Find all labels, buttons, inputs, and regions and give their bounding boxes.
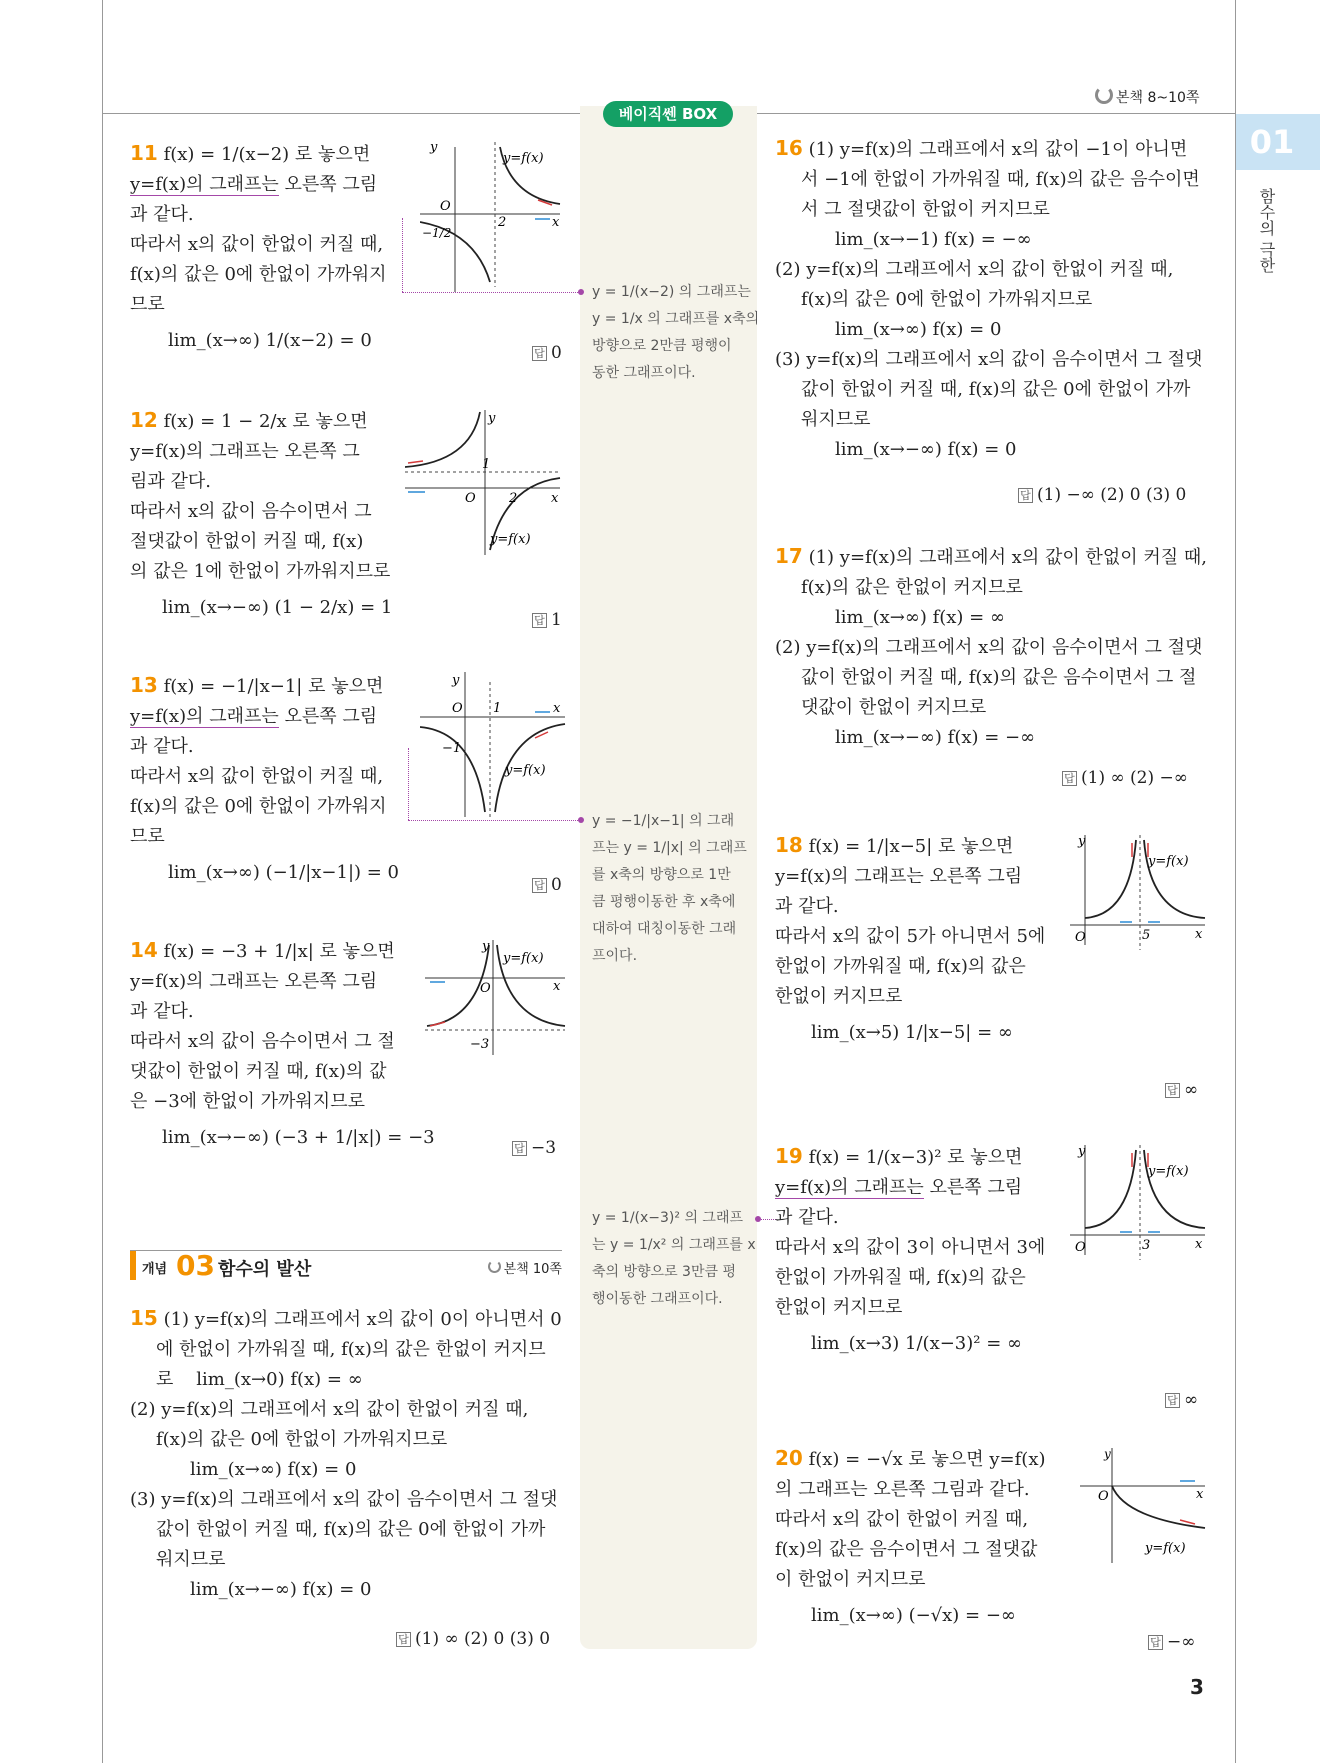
svg-text:1: 1 xyxy=(482,457,491,472)
link-dot-13 xyxy=(578,817,584,823)
answer-19: 답 ∞ xyxy=(1165,1390,1198,1410)
reference-icon xyxy=(1095,86,1113,104)
svg-text:O: O xyxy=(1075,930,1086,945)
svg-text:y: y xyxy=(1078,1145,1086,1159)
link-line-13 xyxy=(408,748,409,820)
svg-text:y=f(x): y=f(x) xyxy=(490,532,531,547)
problem-number: 20 xyxy=(775,1446,803,1470)
answer-20: 답 −∞ xyxy=(1148,1632,1195,1652)
answer-12: 답 1 xyxy=(532,610,562,630)
problem-number: 18 xyxy=(775,833,803,857)
right-margin-line xyxy=(1235,0,1236,1763)
svg-text:2: 2 xyxy=(509,491,518,506)
side-note-2: y = −1/|x−1| 의 그래 프는 y = 1/|x| 의 그래프 를 x축의 방향으로 1만 큼 평행이동한 후 x축에 대하여 대칭이동한 그래 프이다. xyxy=(592,813,747,964)
y-axis-label: y xyxy=(430,142,438,155)
left-margin-line xyxy=(102,0,103,1763)
graph-19 xyxy=(1070,1145,1210,1265)
svg-text:y=f(x): y=f(x) xyxy=(1148,1164,1189,1179)
problem-18: 18 f(x) = 1/|x−5| 로 놓으면 y=f(x)의 그래프는 오른쪽 그림 과 같다. 따라서 x의 값이 5가 아니면서 5에 한없이 가까워질 때, f(x)의 값은 한없이 커지므로 lim_(x→5) 1/|x−5| = ∞ xyxy=(775,833,1046,1043)
svg-text:x: x xyxy=(1196,1487,1204,1502)
svg-text:O: O xyxy=(1098,1489,1109,1504)
svg-text:−3: −3 xyxy=(470,1037,490,1052)
problem-14: 14 f(x) = −3 + 1/|x| 로 놓으면 y=f(x)의 그래프는 오른쪽 그림 과 같다. 따라서 x의 값이 음수이면서 그 절 댓값이 한없이 커질 때, f(x)의 값 은 −3에 한없이 가까워지므로 lim_(x→−∞) (−3 + 1/|x|) = −3 xyxy=(130,938,435,1148)
svg-text:O: O xyxy=(440,199,451,214)
side-note-3: y = 1/(x−3)² 의 그래프 는 y = 1/x² 의 그래프를 x 축의 방향으로 3만큼 평 행이동한 그래프이다. xyxy=(592,1210,756,1307)
problem-number: 17 xyxy=(775,544,803,568)
x-axis-label: x xyxy=(552,215,560,230)
graph-20 xyxy=(1080,1448,1210,1563)
svg-text:y=f(x): y=f(x) xyxy=(1145,1541,1186,1556)
chapter-tab xyxy=(1236,114,1320,170)
svg-text:5: 5 xyxy=(1142,928,1151,943)
problem-12: 12 f(x) = 1 − 2/x 로 놓으면 y=f(x)의 그래프는 오른쪽 그 림과 같다. 따라서 x의 값이 음수이면서 그 절댓값이 한없이 커질 때, f(x) 의 값은 1에 한없이 가까워지므로 lim_(x→−∞) (1 − 2/x) = 1 xyxy=(130,408,393,618)
curve-label: y=f(x) xyxy=(503,151,544,166)
problem-number: 16 xyxy=(775,136,803,160)
graph-12 xyxy=(405,410,565,555)
svg-text:O: O xyxy=(465,491,476,506)
side-note-1: y = 1/(x−2) 의 그래프는 y = 1/x 의 그래프를 x축의 방향으로 2만큼 평행이 동한 그래프이다. xyxy=(592,284,760,381)
svg-text:y=f(x): y=f(x) xyxy=(1148,854,1189,869)
concept-bar xyxy=(130,1250,136,1280)
svg-text:x: x xyxy=(1195,1237,1203,1252)
problem-number: 14 xyxy=(130,938,158,962)
graph-13 xyxy=(420,672,570,817)
svg-text:O: O xyxy=(452,701,463,716)
problem-number: 13 xyxy=(130,673,158,697)
answer-14: 답 −3 xyxy=(512,1138,556,1158)
svg-text:−1/2: −1/2 xyxy=(422,226,452,240)
box-badge: 베이직쎈 BOX xyxy=(603,101,733,127)
problem-number: 11 xyxy=(130,141,158,165)
svg-text:y: y xyxy=(1078,835,1086,849)
svg-text:1: 1 xyxy=(493,701,502,716)
svg-text:y=f(x): y=f(x) xyxy=(503,951,544,966)
graph-11 xyxy=(420,142,570,292)
header-reference: 본책 8~10쪽 xyxy=(1095,86,1199,107)
link-line-13h xyxy=(408,820,582,821)
svg-text:x: x xyxy=(553,701,561,716)
problem-number: 15 xyxy=(130,1306,158,1330)
problem-17: 17 (1) y=f(x)의 그래프에서 x의 값이 한없이 커질 때, f(x)의 값은 한없이 커지므로 lim_(x→∞) f(x) = ∞ (2) y=f(x)의 그래프에서 x의 값이 음수이면서 그 절댓 값이 한없이 커질 때, f(x)의 값은 음수이면서 그 절 댓값이 한없이 커지므로 lim_(x→−∞) f(x) = −∞ xyxy=(775,544,1207,748)
answer-18: 답 ∞ xyxy=(1165,1080,1198,1100)
svg-text:x: x xyxy=(1195,927,1203,942)
link-line-19h xyxy=(758,1219,776,1220)
problem-11: 11 f(x) = 1/(x−2) 로 놓으면 y=f(x)의 그래프는 오른쪽 그림 과 같다. 따라서 x의 값이 한없이 커질 때, f(x)의 값은 0에 한없이 가까워지 므로 lim_(x→∞) 1/(x−2) = 0 xyxy=(130,141,387,351)
svg-text:y=f(x): y=f(x) xyxy=(505,763,546,778)
svg-text:−1: −1 xyxy=(442,741,462,756)
svg-text:y: y xyxy=(452,673,460,688)
problem-20: 20 f(x) = −√x 로 놓으면 y=f(x) 의 그래프는 오른쪽 그림과 같다. 따라서 x의 값이 한없이 커질 때, f(x)의 값은 음수이면서 그 절댓값 이 한없이 커지므로 lim_(x→∞) (−√x) = −∞ xyxy=(775,1446,1046,1626)
svg-text:x: x xyxy=(553,979,561,994)
svg-text:y: y xyxy=(482,940,490,954)
svg-text:O: O xyxy=(1075,1240,1086,1255)
svg-text:3: 3 xyxy=(1142,1238,1151,1253)
problem-number: 19 xyxy=(775,1144,803,1168)
chapter-number: 01 xyxy=(1249,123,1295,161)
answer-13: 답 0 xyxy=(532,875,562,895)
reference-icon xyxy=(488,1260,501,1273)
link-line-11 xyxy=(402,218,403,292)
problem-number: 12 xyxy=(130,408,158,432)
problem-19: 19 f(x) = 1/(x−3)² 로 놓으면 y=f(x)의 그래프는 오른쪽 그림 과 같다. 따라서 x의 값이 3이 아니면서 3에 한없이 가까워질 때, f(x)의 값은 한없이 커지므로 lim_(x→3) 1/(x−3)² = ∞ xyxy=(775,1144,1046,1354)
graph-18 xyxy=(1070,835,1210,955)
svg-text:2: 2 xyxy=(498,215,507,230)
problem-13: 13 f(x) = −1/|x−1| 로 놓으면 y=f(x)의 그래프는 오른쪽 그림 과 같다. 따라서 x의 값이 한없이 커질 때, f(x)의 값은 0에 한없이 가까워지 므로 lim_(x→∞) (−1/|x−1|) = 0 xyxy=(130,673,400,883)
answer-15: 답 (1) ∞ (2) 0 (3) 0 xyxy=(396,1629,550,1649)
svg-text:x: x xyxy=(551,491,559,506)
page-number: 3 xyxy=(1190,1675,1204,1699)
svg-text:y: y xyxy=(1104,1448,1111,1461)
answer-11: 답 0 xyxy=(532,343,562,363)
concept-header: 개념 03 함수의 발산 본책 10쪽 xyxy=(130,1250,562,1284)
problem-15: 15 (1) y=f(x)의 그래프에서 x의 값이 0이 아니면서 0 에 한없이 가까워질 때, f(x)의 값은 한없이 커지므 로 lim_(x→0) f(x) = ∞ (2) y=f(x)의 그래프에서 x의 값이 한없이 커질 때, f(x)의 값은 0에 한없이 가까워지므로 lim_(x→∞) f(x) = 0 (3) y=f(x)의 그래프에서 x의 값이 음수이면서 그 절댓 값이 한없이 커질 때, f(x)의 값은 0에 한없이 가까 워지므로 lim_(x→−∞) f(x) = 0 xyxy=(130,1306,562,1600)
svg-text:O: O xyxy=(480,981,491,996)
link-dot-11 xyxy=(578,289,584,295)
svg-text:y: y xyxy=(488,411,496,426)
graph-14 xyxy=(425,940,570,1055)
answer-17: 답 (1) ∞ (2) −∞ xyxy=(1062,768,1188,788)
problem-16: 16 (1) y=f(x)의 그래프에서 x의 값이 −1이 아니면 서 −1에 한없이 가까워질 때, f(x)의 값은 음수이면 서 그 절댓값이 한없이 커지므로 lim_(x→−1) f(x) = −∞ (2) y=f(x)의 그래프에서 x의 값이 한없이 커질 때, f(x)의 값은 0에 한없이 가까워지므로 lim_(x→∞) f(x) = 0 (3) y=f(x)의 그래프에서 x의 값이 음수이면서 그 절댓 값이 한없이 커질 때, f(x)의 값은 0에 한없이 가까 워지므로 lim_(x→−∞) f(x) = 0 xyxy=(775,136,1203,460)
link-line-11h xyxy=(402,292,582,293)
chapter-title: 함수의 극한 xyxy=(1257,188,1276,274)
answer-16: 답 (1) −∞ (2) 0 (3) 0 xyxy=(1018,485,1186,505)
